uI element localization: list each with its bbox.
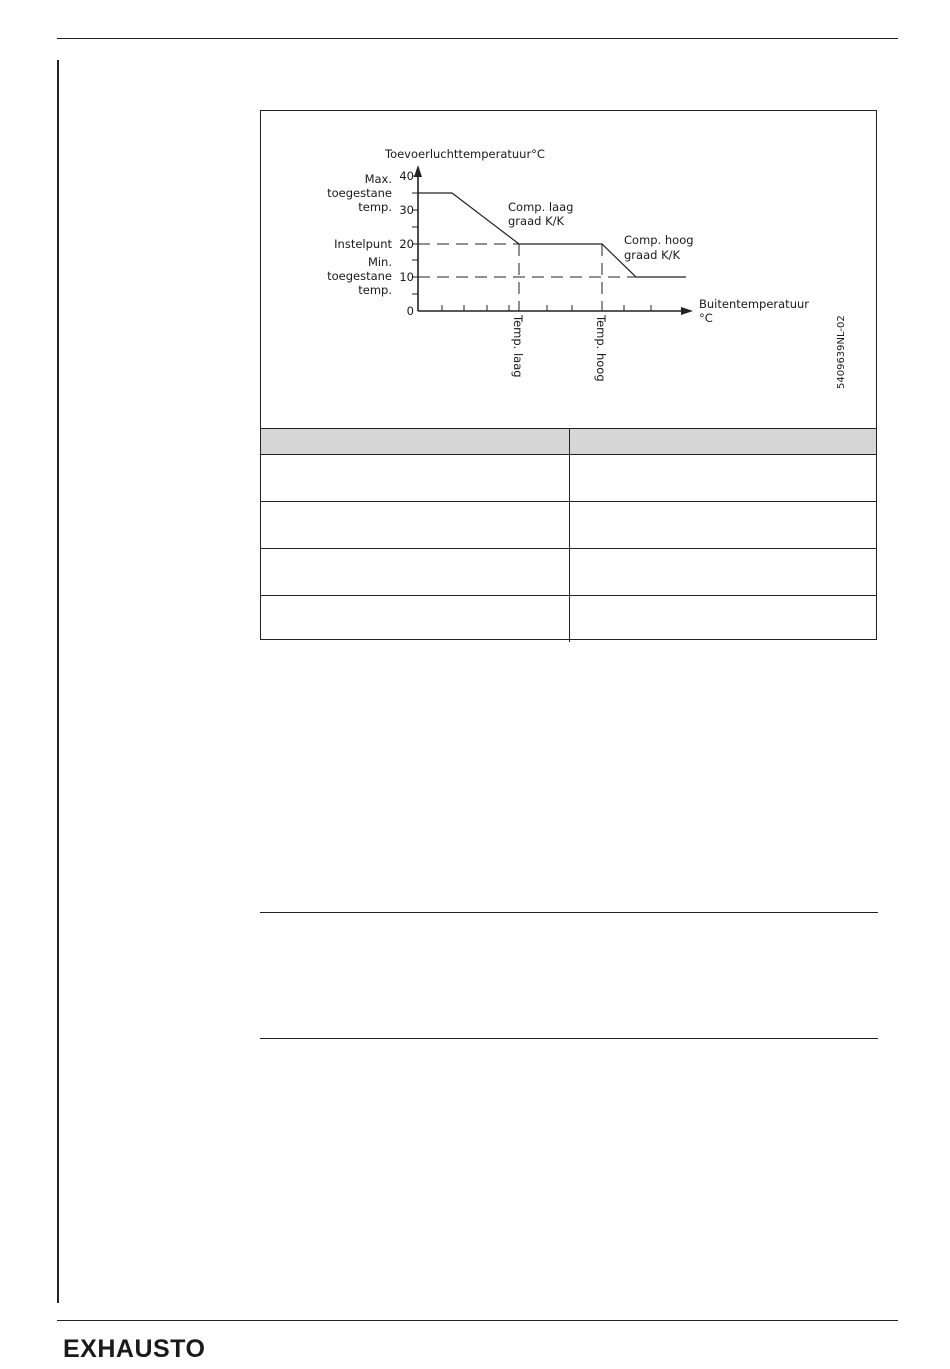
min-temp-label: Min. [367, 255, 392, 269]
table-cell [261, 549, 570, 596]
max-temp-label: temp. [358, 200, 392, 214]
max-temp-label: toegestane [327, 186, 392, 200]
x-axis-label: Buitentemperatuur [699, 297, 809, 311]
table-row [261, 596, 876, 643]
x-axis-arrow [681, 307, 693, 315]
footer-rule [57, 1320, 898, 1321]
table-cell [570, 549, 877, 596]
exhausto-logo: EXHAUSTO [63, 1335, 206, 1363]
note-rule-bottom [260, 1038, 878, 1039]
temp-high-label: Temp. hoog [594, 315, 608, 382]
figure-id: 5409639NL-02 [836, 315, 847, 389]
y-tick-label: 40 [399, 169, 414, 183]
table-cell [261, 596, 570, 643]
y-tick-label: 30 [399, 203, 414, 217]
comp-high-label: graad K/K [624, 248, 681, 262]
table-cell [570, 596, 877, 643]
parameter-table [261, 428, 876, 642]
comp-low-label: Comp. laag [508, 200, 574, 214]
comp-low-label: graad K/K [508, 214, 565, 228]
table-row [261, 455, 876, 502]
compensation-chart [261, 111, 876, 428]
y-axis-label: Toevoerluchttemperatuur°C [385, 147, 545, 161]
table-cell [261, 502, 570, 549]
table-header-cell [261, 429, 570, 455]
x-axis-label-unit: °C [699, 311, 713, 325]
min-temp-label: toegestane [327, 269, 392, 283]
table-row [261, 549, 876, 596]
header-rule [57, 38, 898, 39]
table-header-row [261, 429, 876, 455]
table-cell [570, 502, 877, 549]
figure-box [260, 110, 877, 640]
y-axis-arrow [414, 165, 422, 177]
table-row [261, 502, 876, 549]
max-temp-label: Max. [364, 172, 392, 186]
min-temp-label: temp. [358, 283, 392, 297]
y-tick-label: 0 [406, 304, 414, 318]
table-cell [261, 455, 570, 502]
y-tick-label: 10 [399, 270, 414, 284]
comp-high-label: Comp. hoog [624, 233, 694, 247]
setpoint-label: Instelpunt [334, 237, 392, 251]
table-header-cell [570, 429, 877, 455]
note-rule-top [260, 912, 878, 913]
temp-low-label: Temp. laag [511, 315, 525, 378]
margin-rule [57, 60, 59, 1303]
y-tick-label: 20 [399, 237, 414, 251]
table-cell [570, 455, 877, 502]
